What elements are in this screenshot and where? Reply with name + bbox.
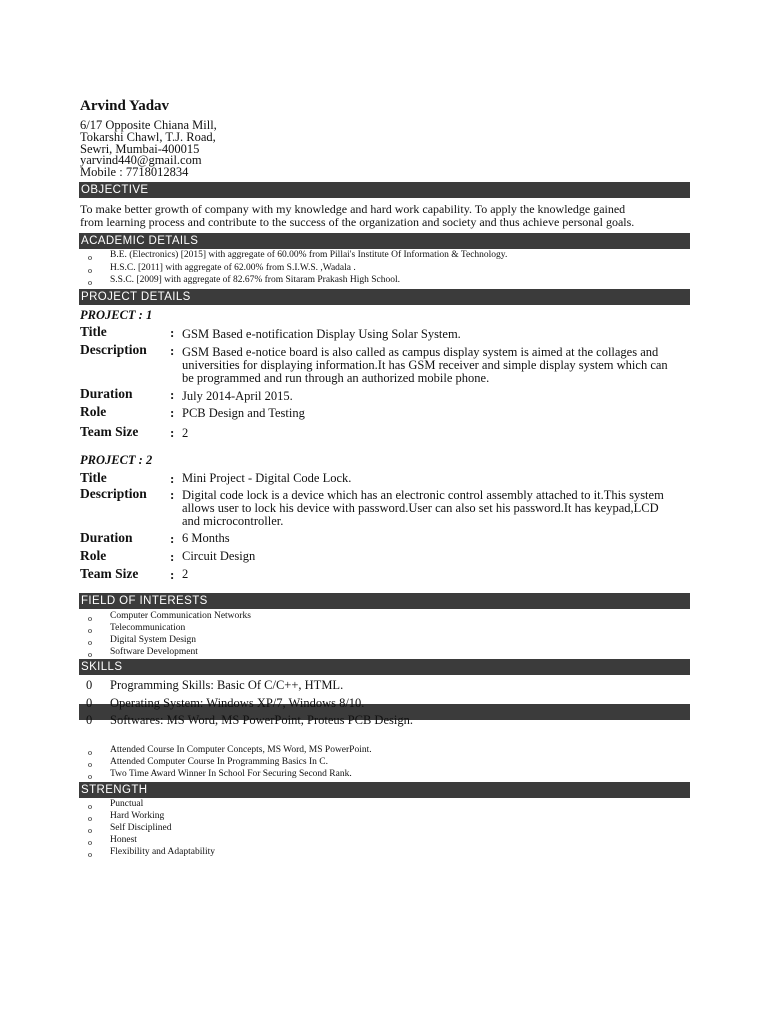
skill-marker: 0 [86, 696, 93, 710]
interest-item: Telecommunication [110, 623, 186, 633]
skill-text: Programming Skills: Basic Of C/C++, HTML. [110, 678, 344, 692]
colon: : [170, 531, 175, 546]
bullet-marker: o [88, 760, 92, 769]
colon: : [170, 487, 175, 502]
project-description [182, 489, 692, 528]
objective-line: To make better growth of company with my knowledge and hard work capability. To apply the knowledge gained [80, 202, 626, 216]
project-title: Mini Project - Digital Code Lock. [182, 471, 352, 485]
section-header-academic: ACADEMIC DETAILS [79, 233, 690, 249]
colon: : [170, 343, 175, 358]
colon: : [170, 387, 175, 402]
bullet-marker: o [88, 838, 92, 847]
strength-item: Hard Working [110, 811, 165, 821]
bullet-marker: o [88, 650, 92, 659]
strength-item: Honest [110, 835, 137, 845]
skill-item [86, 713, 413, 728]
interest-item: Computer Communication Networks [110, 611, 251, 621]
project-duration: 6 Months [182, 531, 230, 545]
section-header-interests: FIELD OF INTERESTS [79, 593, 690, 609]
description-line: and microcontroller. [182, 514, 284, 528]
label-team-size: Team Size [80, 424, 139, 439]
academic-item: B.E. (Electronics) [2015] with aggregate of 60.00% from Pillai's Institute Of Information & Technology. [110, 250, 508, 260]
email: yarvind440@gmail.com [80, 153, 202, 168]
strength-item: Self Disciplined [110, 823, 172, 833]
address-line: Tokarshi Chawl, T.J. Road, [80, 129, 216, 144]
candidate-name: Arvind Yadav [80, 98, 170, 114]
bullet-marker: o [88, 850, 92, 859]
academic-item: S.S.C. [2009] with aggregate of 82.67% from Sitaram Prakash High School. [110, 275, 400, 285]
colon: : [170, 425, 175, 440]
contact-address [80, 120, 217, 179]
project-duration: July 2014-April 2015. [182, 389, 293, 403]
description-line: allows user to lock his device with password.User can also set his password.It has keypad,LCD [182, 501, 659, 515]
interest-item: Software Development [110, 647, 198, 657]
project-role: PCB Design and Testing [182, 406, 305, 420]
address-line: 6/17 Opposite Chiana Mill, [80, 118, 217, 132]
objective-line: from learning process and contribute to the success of the organization and society and thus achieve personal goals. [80, 214, 635, 229]
label-description: Description [80, 342, 147, 357]
section-header-strength: STRENGTH [79, 782, 690, 798]
skill-text: Operating System: Windows XP/7, Windows 8/10. [110, 696, 365, 710]
extra-item: Two Time Award Winner In School For Securing Second Rank. [110, 769, 352, 779]
label-title: Title [80, 324, 107, 339]
colon: : [170, 405, 175, 420]
label-title: Title [80, 470, 107, 485]
bullet-marker: o [88, 626, 92, 635]
project-heading: PROJECT : 1 [80, 308, 153, 322]
bullet-marker: o [88, 266, 92, 275]
project-description [182, 346, 692, 385]
colon: : [170, 325, 175, 340]
description-line: be programmed and run through an authorized mobile phone. [182, 371, 490, 385]
address-line: Sewri, Mumbai-400015 [80, 141, 200, 156]
label-role: Role [80, 548, 107, 563]
description-line: Digital code lock is a device which has an electronic control assembly attached to it.This system [182, 488, 664, 502]
label-duration: Duration [80, 386, 133, 401]
bullet-marker: o [88, 278, 92, 287]
bullet-marker: o [88, 802, 92, 811]
strength-item: Flexibility and Adaptability [110, 847, 216, 857]
label-role: Role [80, 404, 107, 419]
skill-item [86, 696, 365, 711]
section-header-project: PROJECT DETAILS [79, 289, 690, 305]
skill-marker: 0 [86, 678, 93, 692]
project-heading: PROJECT : 2 [80, 453, 153, 467]
interest-item: Digital System Design [110, 635, 197, 645]
section-header-skills: SKILLS [79, 659, 690, 675]
extra-item: Attended Computer Course In Programming Basics In C. [110, 757, 328, 767]
project-team-size: 2 [182, 426, 189, 440]
mobile: Mobile : 7718012834 [80, 165, 189, 180]
label-description: Description [80, 486, 147, 501]
project-role: Circuit Design [182, 549, 256, 563]
skill-marker: 0 [86, 713, 93, 727]
colon: : [170, 567, 175, 582]
skill-text: Softwares: MS Word, MS PowerPoint, Proteus PCB Design. [110, 713, 413, 727]
extra-item: Attended Course In Computer Concepts, MS Word, MS PowerPoint. [110, 745, 372, 755]
bullet-marker: o [88, 814, 92, 823]
bullet-marker: o [88, 748, 92, 757]
bullet-marker: o [88, 772, 92, 781]
bullet-marker: o [88, 614, 92, 623]
objective-text [80, 203, 690, 228]
strength-item: Punctual [110, 799, 144, 809]
bullet-marker: o [88, 253, 92, 262]
project-title: GSM Based e-notification Display Using Solar System. [182, 327, 461, 341]
section-header-objective: OBJECTIVE [79, 182, 690, 198]
colon: : [170, 549, 175, 564]
bullet-marker: o [88, 826, 92, 835]
academic-item: H.S.C. [2011] with aggregate of 62.00% from S.I.W.S. ,Wadala . [110, 263, 356, 273]
colon: : [170, 471, 175, 486]
label-team-size: Team Size [80, 566, 139, 581]
description-line: universities for displaying information.It has GSM receiver and simple display system which can [182, 358, 668, 372]
bullet-marker: o [88, 638, 92, 647]
project-team-size: 2 [182, 567, 189, 581]
description-line: GSM Based e-notice board is also called as campus display system is aimed at the collages and [182, 345, 659, 359]
label-duration: Duration [80, 530, 133, 545]
skill-item [86, 678, 344, 693]
